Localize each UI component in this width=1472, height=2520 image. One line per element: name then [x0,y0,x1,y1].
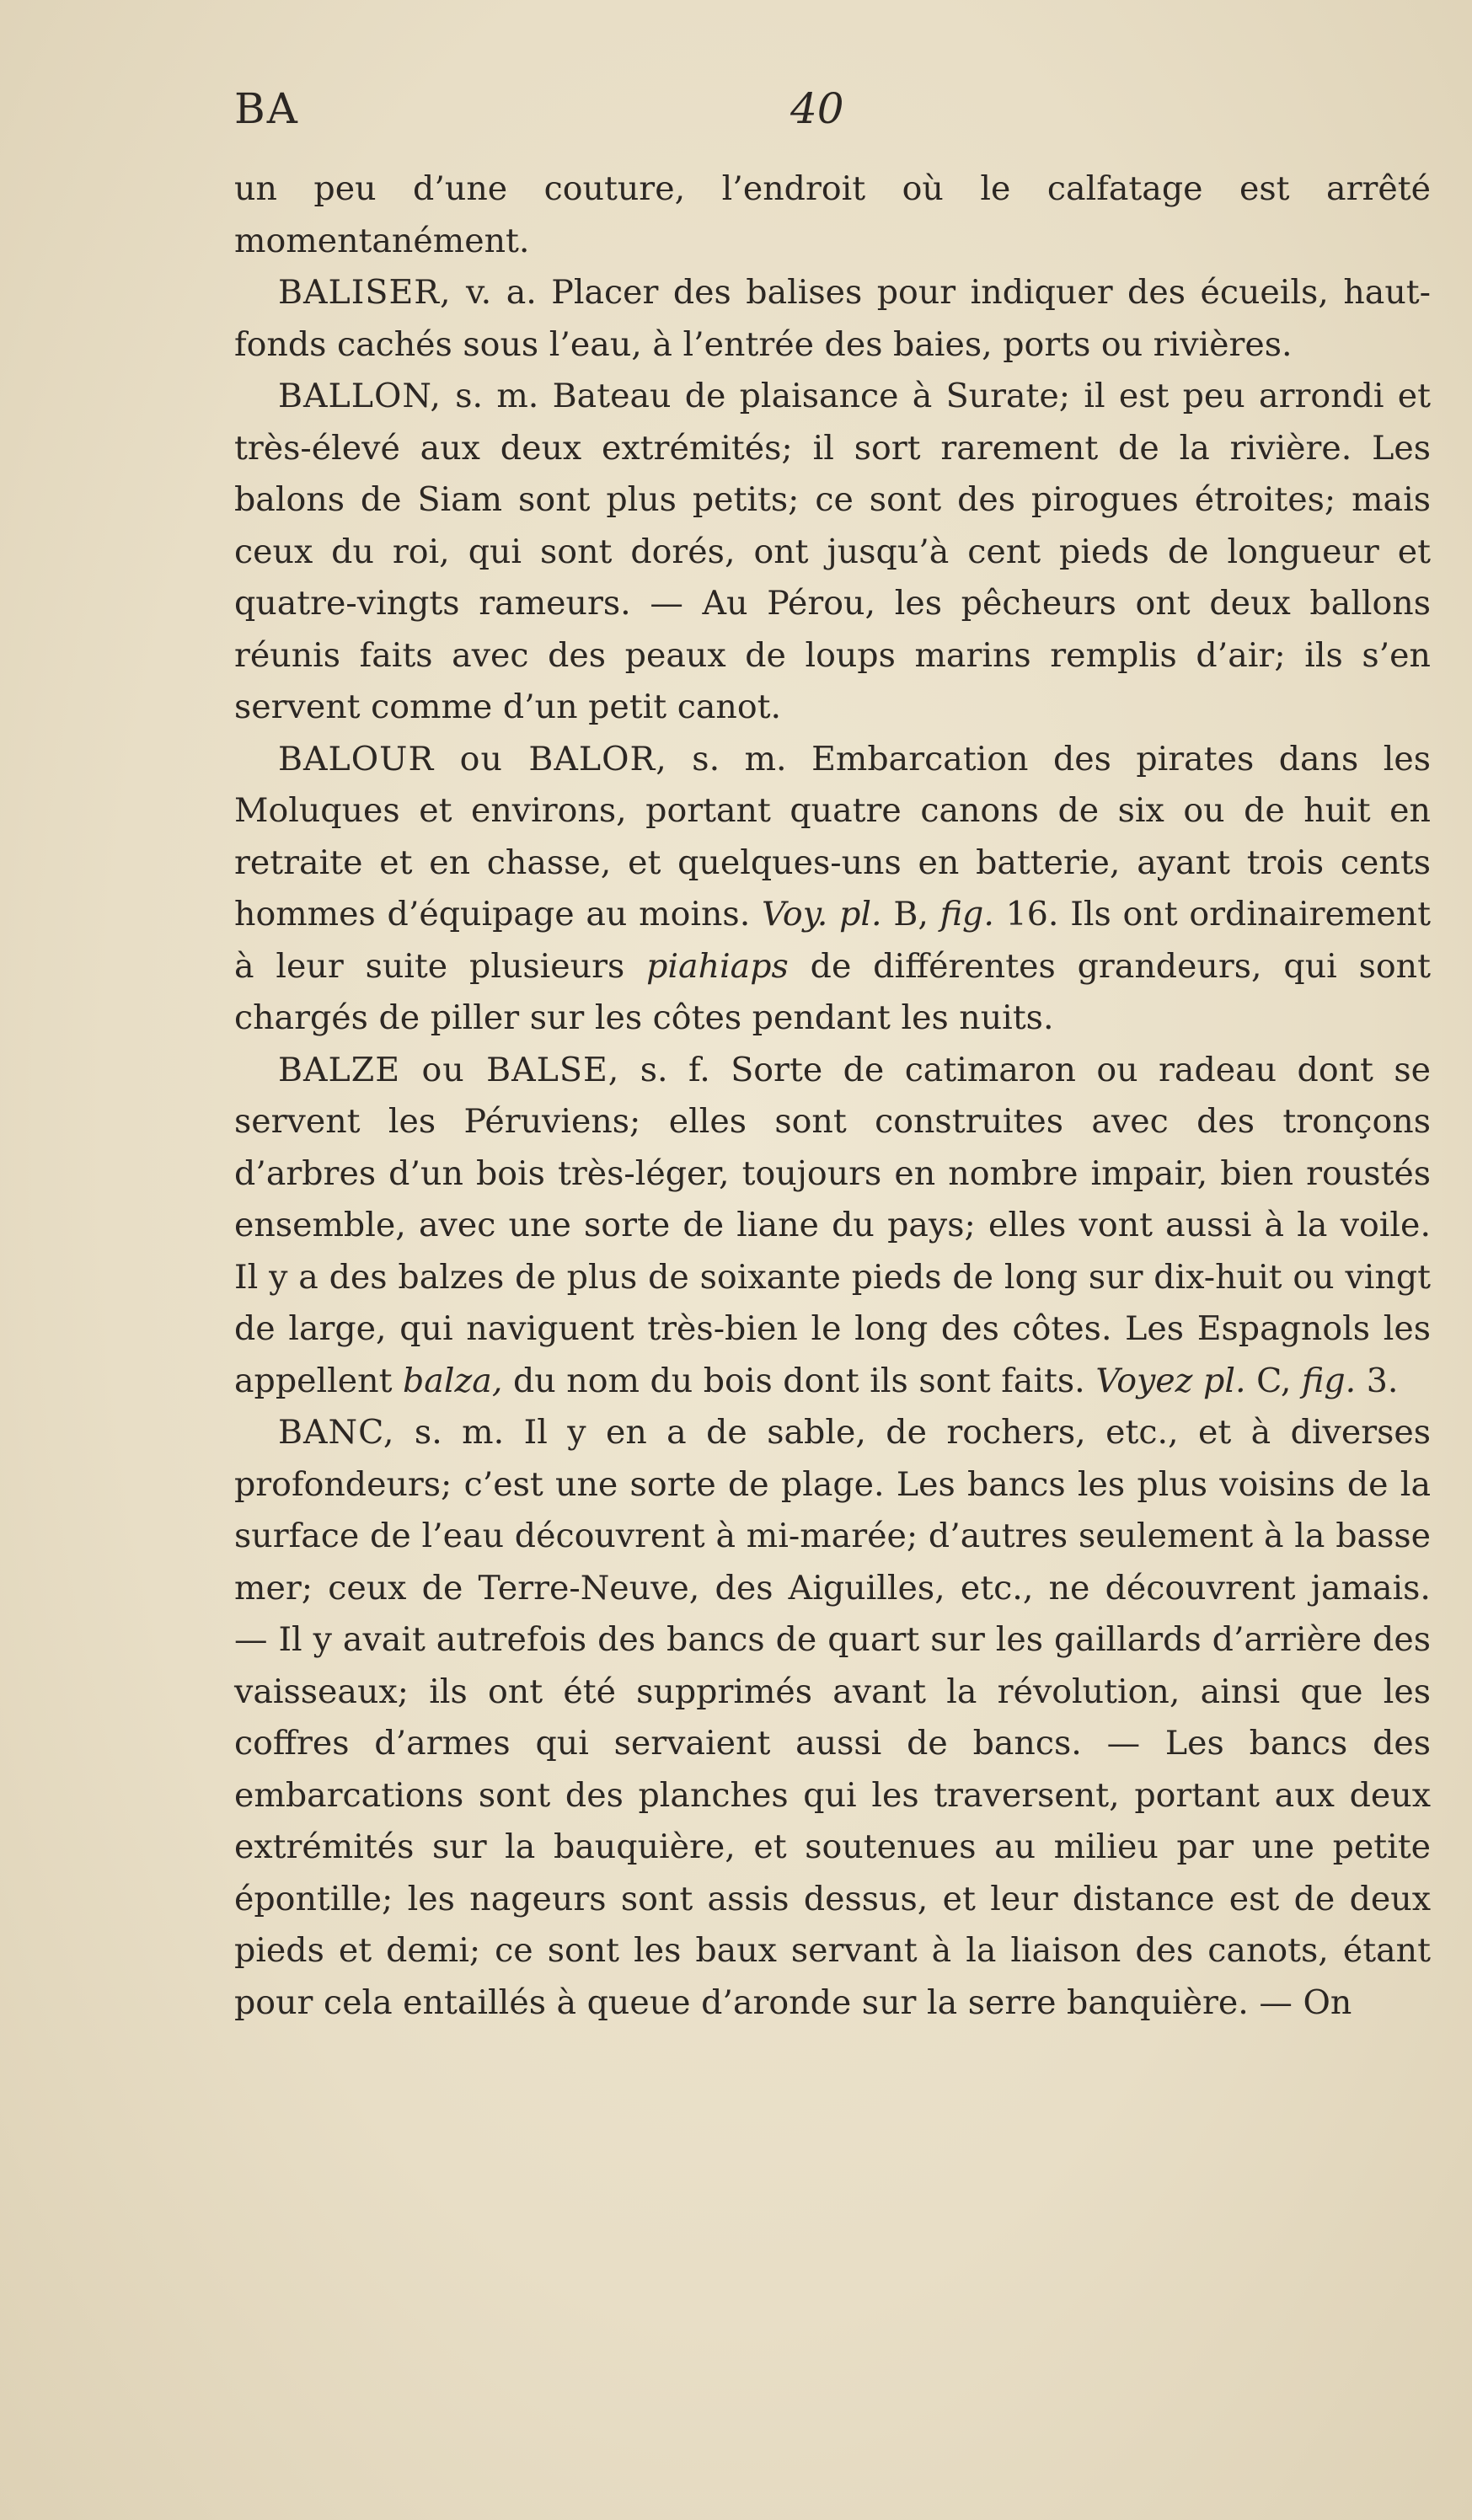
entry-text: un peu d’une couture, l’endroit où le calfatage est arrêté momentanément. [234,169,1431,260]
entry-pos: s. m. [414,1413,505,1452]
entry-pos: s. m. [455,377,539,415]
page-header [234,84,1431,152]
entry-text: Sorte de catimaron ou radeau dont se servent les Péruviens; elles sont construites avec des tronçons d’arbres d’un bois très-léger, toujours en nombre impair, bien roustés ensemble, avec une sorte de liane du pays; elles vont aussi à la voile. Il y a des balzes de plus de soixante pieds de long sur dix-huit ou vingt de large, qui naviguent très-bien le long des côtes. Les Espagnols les appellent [234,1050,1431,1400]
plate-reference-voy: Voyez pl. [1095,1361,1246,1400]
italic-term: balza, [403,1361,503,1400]
entry-balour [234,734,1431,1045]
plate-reference-voy: Voy. pl. [762,895,882,934]
figure-reference-label: fig. [939,895,994,934]
entry-headword: BALLON, [278,377,442,415]
entry-pos: s. m. [692,739,787,778]
entry-banc [234,1407,1431,2029]
entry-headword: BALOUR ou BALOR, [278,739,667,778]
entry-text: Bateau de plaisance à Surate; il est peu arrondi et très-élevé aux deux extrémités; il sort rarement de la rivière. Les balons de Siam sont plus petits; ce sont des pirogues étroites; mais ceux du roi, qui sont dorés, ont jusqu’à cent pieds de longueur et quatre-vingts rameurs. — Au Pérou, les pêcheurs ont deux ballons réunis faits avec des peaux de loups marins remplis d’air; ils s’en servent comme d’un petit canot. [234,377,1431,726]
page-number: 40 [790,84,844,133]
entry-text: Placer des balises pour indiquer des écueils, haut-fonds cachés sous l’eau, à l’entrée des baies, ports ou rivières. [234,273,1431,364]
entry-text: Ils ont ordinairement à leur suite plusieurs [234,895,1431,986]
entry-headword: BALZE ou BALSE, [278,1050,620,1089]
entry-text: Embarcation des pirates dans les Moluques et environs, portant quatre canons de six ou de huit en retraite et en chasse, et quelques-uns en batterie, ayant trois cents hommes d’équipage au moins. [234,739,1431,934]
figure-reference-number: 16. [1005,895,1059,934]
running-head: BA [234,84,299,133]
italic-term: piahiaps [646,946,789,986]
entry-text: Il y en a de sable, de rochers, etc., et à diverses profondeurs; c’est une sorte de plage. Les bancs les plus voisins de la surface de l’eau découvrent à mi-marée; d’autres seulement à la basse mer; ceux de Terre-Neuve, des Aiguilles, etc., ne découvrent jamais. — Il y avait autrefois des bancs de quart sur les gaillards d’arrière des vaisseaux; ils ont été supprimés avant la révolution, ainsi que les coffres d’armes qui servaient aussi de bancs. — Les bancs des embarcations sont des planches qui les traversent, portant aux deux extrémités sur la bauquière, et soutenues au milieu par une petite épontille; les nageurs sont assis dessus, et leur distance est de deux pieds et demi; ce sont les baux servant à la liaison des canots, étant pour cela entaillés à queue d’aronde sur la serre banquière. — On [234,1413,1431,2022]
entry-continuation [234,163,1431,267]
plate-reference-letter: C, [1256,1361,1292,1400]
entry-text: du nom du bois dont ils sont faits. [512,1361,1085,1400]
entry-ballon [234,371,1431,734]
entry-pos: s. f. [640,1050,710,1089]
figure-reference-number: 3. [1366,1361,1399,1400]
figure-reference-label: fig. [1302,1361,1357,1400]
entry-headword: BALISER, [278,273,452,312]
entry-text: de différentes grandeurs, qui sont chargés de piller sur les côtes pendant les nuits. [234,946,1432,1037]
entry-balze [234,1045,1431,1408]
dictionary-text [234,163,1431,2029]
plate-reference-letter: B, [893,895,929,934]
entry-pos: v. a. [466,273,537,312]
entry-baliser [234,267,1431,371]
entry-headword: BANC, [278,1413,395,1452]
